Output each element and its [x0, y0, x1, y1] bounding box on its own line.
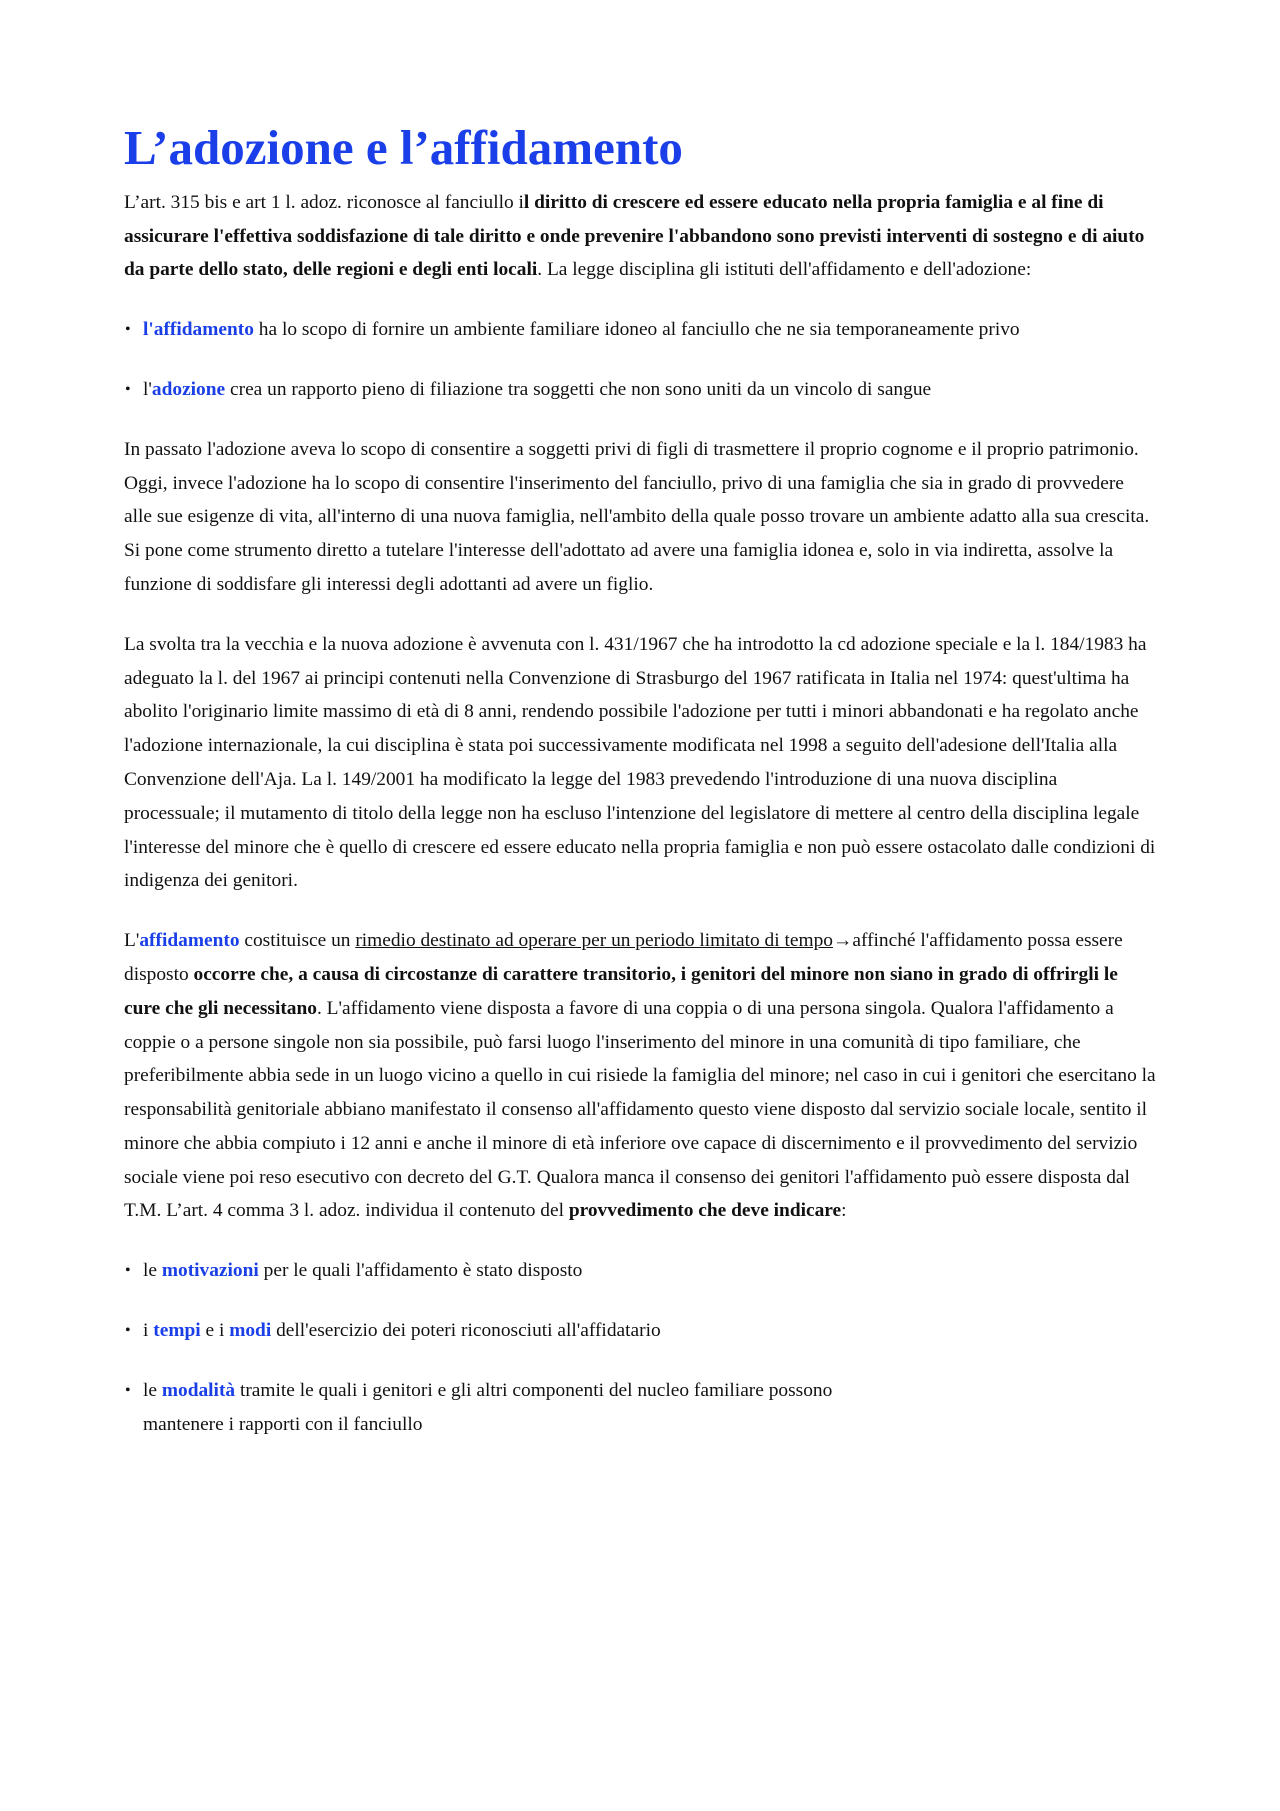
arrow-right-icon: →: [832, 930, 853, 952]
list-item-modalita: [124, 1374, 1156, 1442]
list-item-tempi-modi: [124, 1314, 1156, 1348]
bullet-icon: •: [125, 1262, 131, 1280]
list-item-text: dell'esercizio dei poteri riconosciuti all'affidatario: [271, 1320, 661, 1342]
list-item-text: per le quali l'affidamento è stato disposto: [258, 1260, 583, 1282]
institutes-list: [124, 313, 1156, 407]
list-item-prefix: i: [143, 1320, 154, 1342]
keyword-adozione: adozione: [151, 378, 226, 400]
keyword-motivazioni: motivazioni: [161, 1260, 259, 1282]
list-item-adozione: [124, 373, 1156, 407]
list-item-text: tramite le quali i genitori e gli altri componenti del nucleo familiare possono: [235, 1379, 833, 1401]
affidamento-paragraph: [124, 924, 1156, 1228]
intro-bold: l diritto di crescere ed essere educato nella propria famiglia e al fine di assicurare l'effettiva soddisfazione di tale diritto e onde prevenire l'abbandono sono previsti interventi di sostegno e di aiuto da parte dello stato, delle regioni e degli enti locali: [124, 191, 1145, 281]
text-span: L': [124, 930, 140, 952]
keyword-affidamento: l'affidamento: [143, 319, 254, 341]
keyword-tempi: tempi: [153, 1320, 201, 1342]
text-span: affinché l'affidamento possa essere disposto: [124, 930, 1123, 985]
list-item-text: e i: [200, 1320, 230, 1342]
list-item-prefix: le: [143, 1379, 162, 1401]
keyword-affidamento: affidamento: [139, 930, 240, 952]
list-item-prefix: l': [143, 378, 152, 400]
text-span: :: [841, 1200, 847, 1222]
list-item-motivazioni: [124, 1254, 1156, 1288]
text-span: . L'affidamento viene disposta a favore di una coppia o di una persona singola. Qualora l'affidamento a coppie o a persone singole non sia possibile, può farsi luogo l'inserimento del minore in una comunità di tipo familiare, che preferibilmente abbia sede in un luogo vicino a quello in cui risiede la famiglia del minore; nel caso in cui i genitori che esercitano la responsabilità genitoriale abbiano manifestato il consenso all'affidamento questo viene disposto dal servizio sociale locale, sentito il minore che abbia compiuto i 12 anni e anche il minore di età inferiore ove capace di discernimento e il provvedimento del servizio sociale viene poi reso esecutivo con decreto del G.T. Qualora manca il consenso dei genitori l'affidamento può essere disposta dal T.M. L’art. 4 comma 3 l. adoz. individua il contenuto del: [124, 997, 1156, 1222]
bold-phrase: occorre che, a causa di circostanze di carattere transitorio, i genitori del minore non siano in grado di offrirgli le cure che gli necessitano: [124, 963, 1118, 1019]
list-item-prefix: le: [143, 1260, 162, 1282]
intro-text-end: . La legge disciplina gli istituti dell'affidamento e dell'adozione:: [537, 259, 1032, 281]
bullet-icon: •: [125, 380, 131, 398]
keyword-modi: modi: [229, 1320, 272, 1342]
keyword-modalita: modalità: [161, 1379, 236, 1401]
list-item-text: crea un rapporto pieno di filiazione tra soggetti che non sono uniti da un vincolo di sangue: [225, 378, 932, 400]
page-title: L’adozione e l’affidamento: [124, 120, 683, 175]
list-item-text: ha lo scopo di fornire un ambiente familiare idoneo al fanciullo che ne sia temporaneamente privo: [253, 319, 1020, 341]
bold-phrase: provvedimento che deve indicare: [568, 1200, 842, 1222]
provvedimento-list: [124, 1254, 1156, 1441]
underlined-phrase: rimedio destinato ad operare per un periodo limitato di tempo: [355, 930, 833, 952]
bullet-icon: •: [125, 321, 131, 339]
list-item-text-continued: mantenere i rapporti con il fanciullo: [143, 1413, 423, 1435]
bullet-icon: •: [125, 1381, 131, 1399]
text-span: costituisce un: [239, 930, 356, 952]
intro-paragraph: [124, 186, 1156, 287]
bullet-icon: •: [125, 1322, 131, 1340]
list-item-affidamento: [124, 313, 1156, 347]
history-paragraph: In passato l'adozione aveva lo scopo di consentire a soggetti privi di figli di trasmettere il proprio cognome e il proprio patrimonio. Oggi, invece l'adozione ha lo scopo di consentire l'inserimento del fanciullo, privo di una famiglia che sia in grado di provvedere alle sue esigenze di vita, all'interno di una nuova famiglia, nell'ambito della quale posso trovare un ambiente adatto alla sua crescita. Si pone come strumento diretto a tutelare l'interesse dell'adottato ad avere una famiglia idonea e, solo in via indiretta, assolve la funzione di soddisfare gli interessi degli adottanti ad avere un figlio.: [124, 438, 1150, 595]
reform-paragraph: La svolta tra la vecchia e la nuova adozione è avvenuta con l. 431/1967 che ha introdotto la cd adozione speciale e la l. 184/1983 ha adeguato la l. del 1967 ai principi contenuti nella Convenzione di Strasburgo del 1967 ratificata in Italia nel 1974: quest'ultima ha abolito l'originario limite massimo di età di 8 anni, rendendo possibile l'adozione per tutti i minori abbandonati e ha regolato anche l'adozione internazionale, la cui disciplina è stata poi successivamente modificata nel 1998 a seguito dell'adesione dell'Italia alla Convenzione dell'Aja. La l. 149/2001 ha modificato la legge del 1983 prevedendo l'introduzione di una nuova disciplina processuale; il mutamento di titolo della legge non ha escluso l'intenzione del legislatore di mettere al centro della disciplina legale l'interesse del minore che è quello di crescere ed essere educato nella propria famiglia e non può essere ostacolato dalle condizioni di indigenza dei genitori.: [124, 633, 1156, 892]
intro-text: L’art. 315 bis e art 1 l. adoz. riconosce al fanciullo i: [124, 191, 524, 213]
